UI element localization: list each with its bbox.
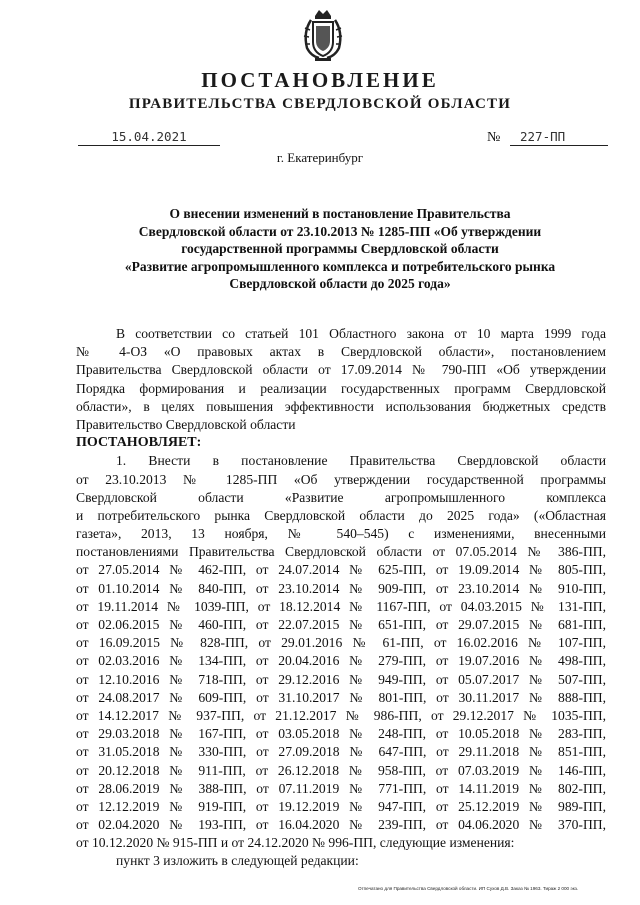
heading-line: государственной программы Свердловской области xyxy=(181,241,499,256)
body-line: от 12.12.2019 № 919-ПП, от 19.12.2019 № 947-ПП, от 25.12.2019 № 989-ПП, xyxy=(76,798,606,814)
body-line: В соответствии со статьей 101 Областного закона от 10 марта 1999 года xyxy=(116,326,606,341)
body-line: постановлениями Правительства Свердловской области от 07.05.2014 № 386-ПП, xyxy=(76,544,606,560)
body-line: от 23.10.2013 № 1285-ПП «Об утверждении государственной программы xyxy=(76,471,606,487)
body-line: газета», 2013, 13 ноября, № 540–545) с изменениями, внесенными xyxy=(76,526,606,542)
body-line: Порядка формирования и реализации государственных программ Свердловской xyxy=(76,380,606,396)
body-line: Свердловской области «Развитие агропромышленного комплекса xyxy=(76,489,606,505)
body-line: от 16.09.2015 № 828-ПП, от 29.01.2016 № 61-ПП, от 16.02.2016 № 107-ПП, xyxy=(76,635,606,651)
body-line: от 28.06.2019 № 388-ПП, от 07.11.2019 № 771-ПП, от 14.11.2019 № 802-ПП, xyxy=(76,780,606,796)
document-date: 15.04.2021 xyxy=(78,129,220,146)
body-line: от 29.03.2018 № 167-ПП, от 03.05.2018 № 248-ПП, от 10.05.2018 № 283-ПП, xyxy=(76,726,606,742)
body-line: от 14.12.2017 № 937-ПП, от 21.12.2017 № 986-ПП, от 29.12.2017 № 1035-ПП, xyxy=(76,707,606,723)
document-title: ПОСТАНОВЛЕНИЕ xyxy=(201,68,439,92)
heading-line: Свердловской области от 23.10.2013 № 1285-ПП «Об утверждении xyxy=(138,223,542,239)
body-line: и потребительского рынка Свердловской области до 2025 года» («Областная xyxy=(76,507,606,523)
body-line: от 01.10.2014 № 840-ПП, от 23.10.2014 № 909-ПП, от 23.10.2014 № 910-ПП, xyxy=(76,580,606,596)
document-heading xyxy=(70,205,610,293)
body-line: от 12.10.2016 № 718-ПП, от 29.12.2016 № 949-ПП, от 05.07.2017 № 507-ПП, xyxy=(76,671,606,687)
body-line: области», в целях повышения эффективности использования бюджетных средств xyxy=(76,398,606,414)
body-line: от 20.12.2018 № 911-ПП, от 26.12.2018 № 958-ПП, от 07.03.2019 № 146-ПП, xyxy=(76,762,606,778)
document-body xyxy=(76,325,606,871)
coat-of-arms-icon xyxy=(301,8,345,62)
print-note: Отпечатано для Правительства Свердловской области. ИП Сухов Д.В. Заказ № 1963. Тираж 2 000 экз. xyxy=(358,886,579,891)
postanovlyaet-label: ПОСТАНОВЛЯЕТ: xyxy=(76,435,202,451)
number-sign: № xyxy=(487,130,501,145)
body-line: от 02.03.2016 № 134-ПП, от 20.04.2016 № 279-ПП, от 19.07.2016 № 498-ПП, xyxy=(76,653,606,669)
document-subtitle: ПРАВИТЕЛЬСТВА СВЕРДЛОВСКОЙ ОБЛАСТИ xyxy=(128,96,512,112)
body-line: от 31.05.2018 № 330-ПП, от 27.09.2018 № 647-ПП, от 29.11.2018 № 851-ПП, xyxy=(76,744,606,760)
document-city: г. Екатеринбург xyxy=(276,150,364,165)
body-line: от 02.04.2020 № 193-ПП, от 16.04.2020 № 239-ПП, от 04.06.2020 № 370-ПП, xyxy=(76,817,606,833)
body-line: Правительства Свердловской области от 17.09.2014 № 790-ПП «Об утверждении xyxy=(76,362,606,378)
heading-line: «Развитие агропромышленного комплекса и потребительского рынка xyxy=(124,258,556,274)
body-line: от 02.06.2015 № 460-ПП, от 22.07.2015 № 651-ПП, от 29.07.2015 № 681-ПП, xyxy=(76,617,606,632)
body-line: от 19.11.2014 № 1039-ПП, от 18.12.2014 № 1167-ПП, от 04.03.2015 № 131-ПП, xyxy=(76,598,606,614)
body-line: № 4-ОЗ «О правовых актах в Свердловской области», постановлением xyxy=(76,344,606,360)
body-line: от 10.12.2020 № 915-ПП и от 24.12.2020 № 996-ПП, следующие изменения: xyxy=(76,835,515,851)
body-line: 1. Внести в постановление Правительства Свердловской области xyxy=(116,453,606,469)
document-number: 227-ПП xyxy=(510,129,608,146)
body-line: Правительство Свердловской области xyxy=(76,416,296,432)
heading-line: О внесении изменений в постановление Правительства xyxy=(169,206,511,221)
body-line: от 24.08.2017 № 609-ПП, от 31.10.2017 № 801-ПП, от 30.11.2017 № 888-ПП, xyxy=(76,689,606,705)
body-line: пункт 3 изложить в следующей редакции: xyxy=(116,853,359,869)
item1-lines xyxy=(76,471,606,835)
body-line: от 27.05.2014 № 462-ПП, от 24.07.2014 № 625-ПП, от 19.09.2014 № 805-ПП, xyxy=(76,562,606,578)
heading-line: Свердловской области до 2025 года» xyxy=(229,276,451,291)
